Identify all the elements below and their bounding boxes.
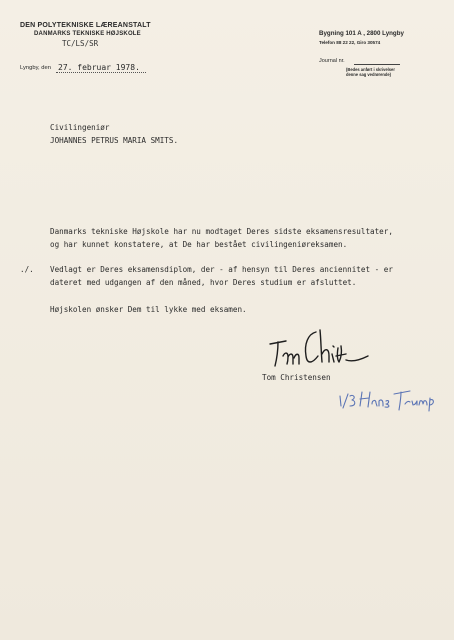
enclosure-mark: ./. bbox=[20, 265, 34, 274]
journal-label: Journal nr. bbox=[319, 58, 345, 64]
recipient-name: JOHANNES PETRUS MARIA SMITS. bbox=[50, 136, 179, 145]
dateline-city: Lyngby, den bbox=[20, 65, 51, 71]
journal-note-line1: (Bedes anført i skrivelser bbox=[346, 67, 395, 72]
paragraph1-line1: Danmarks tekniske Højskole har nu modtaget Deres sidste eksamensresultater, bbox=[50, 227, 393, 236]
reference-code: TC/LS/SR bbox=[62, 39, 99, 48]
paragraph2-line1: Vedlagt er Deres eksamensdiplom, der - af hensyn til Deres anciennitet - er bbox=[50, 265, 393, 274]
handwritten-note bbox=[338, 382, 446, 412]
handwritten-signature bbox=[266, 326, 372, 372]
paragraph1-line2: og har kunnet konstatere, at De har bestået civilingeniøreksamen. bbox=[50, 240, 348, 249]
institution-name: DEN POLYTEKNISKE LÆREANSTALT bbox=[20, 22, 151, 29]
date-underline bbox=[56, 72, 146, 73]
journal-line bbox=[354, 64, 400, 65]
paragraph3: Højskolen ønsker Dem til lykke med eksamen. bbox=[50, 305, 247, 314]
institution-subname: DANMARKS TEKNISKE HØJSKOLE bbox=[34, 31, 141, 37]
address: Bygning 101 A , 2800 Lyngby bbox=[319, 30, 404, 37]
phone-info: Telefon 88 22 22, Giro 30574 bbox=[319, 40, 381, 45]
signer-name: Tom Christensen bbox=[262, 373, 331, 382]
dateline-date: 27. februar 1978. bbox=[58, 63, 140, 72]
journal-note-line2: denne sag vedrørende) bbox=[346, 72, 392, 77]
paragraph2-line2: dateret med udgangen af den måned, hvor Deres studium er afsluttet. bbox=[50, 278, 357, 287]
recipient-title: Civilingeniør bbox=[50, 123, 110, 132]
